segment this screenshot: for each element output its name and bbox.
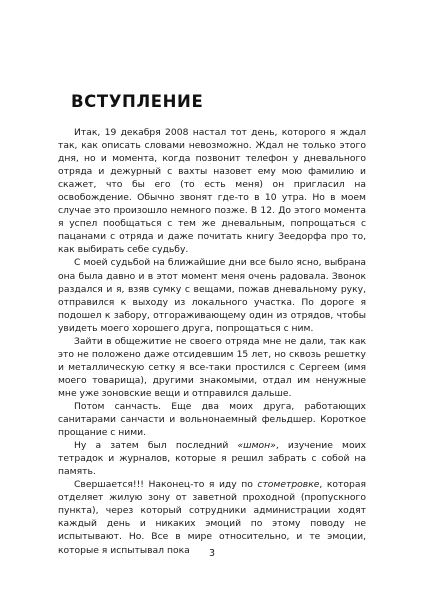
italic-text-run: стометровке xyxy=(257,479,320,491)
text-run: Итак, 19 декабря 2008 настал тот день, которого я ждал так, как описать словами невозможно. Ждал не только этого дня, но и момента, когда позвонит телефон у дневального отряда и дежурный с вахты назовет ему мою фамилию и скажет, что бы его (то есть меня) он пригласил на освобождение. Обычно звонят где-то в 10 утра. Но в моем случае это произошло немного позже. В 12. До этого момента я успел пообщаться с тем же дневальным, попрощаться с пацанами с отряда и даже почитать книгу Зеедорфа про то, как выбирать себе судьбу. xyxy=(58,127,366,256)
page-number: 3 xyxy=(208,548,216,559)
italic-text-run: «шмон» xyxy=(237,440,276,452)
chapter-heading: ВСТУПЛЕНИЕ xyxy=(71,92,204,111)
text-run: Зайти в общежитие не своего отряда мне не дали, так как это не положено даже отсидевшим 15 лет, но сквозь решетку и металлическую сетку я все-таки простился с Сергеем (имя моего товарища), другими знакомыми, отдал им ненужные мне уже зоновские вещи и отправился дальше. xyxy=(58,335,366,399)
paragraph xyxy=(58,400,366,439)
paragraph xyxy=(58,478,366,556)
paragraph xyxy=(58,335,366,400)
text-run: Свершается!!! Наконец-то я иду по xyxy=(74,479,258,491)
paragraph xyxy=(58,256,366,334)
paragraph xyxy=(58,126,366,256)
paragraph xyxy=(58,439,366,478)
text-run: Потом санчасть. Еще два моих друга, работающих санитарами санчасти и вольнонаемный фельдшер. Короткое прощание с ними. xyxy=(58,400,366,439)
text-run: Ну а затем был последний xyxy=(74,440,238,452)
text-run: , изучение моих тетрадок и журналов, которые я решил забрать с собой на память. xyxy=(58,440,367,478)
text-run: , которая отделяет жилую зону от заветной проходной (пропускного пункта), через который сотрудники администрации ходят каждый день и никаких эмоций по этому поводу не испытывают. Но. Все в мире относительно, и те эмоции, которые я испытывал пока xyxy=(58,479,366,556)
body-text xyxy=(58,126,366,557)
text-run: С моей судьбой на ближайшие дни все было ясно, выбрана она была давно и в этот момент меня очень радовала. Звонок раздался и я, взяв сумку с вещами, пожав дневальному руку, отправился к выходу из локального участка. По дороге я подошел к забору, отгораживающему один из отрядов, чтобы увидеть моего хорошего друга, попрощаться с ним. xyxy=(58,257,366,334)
